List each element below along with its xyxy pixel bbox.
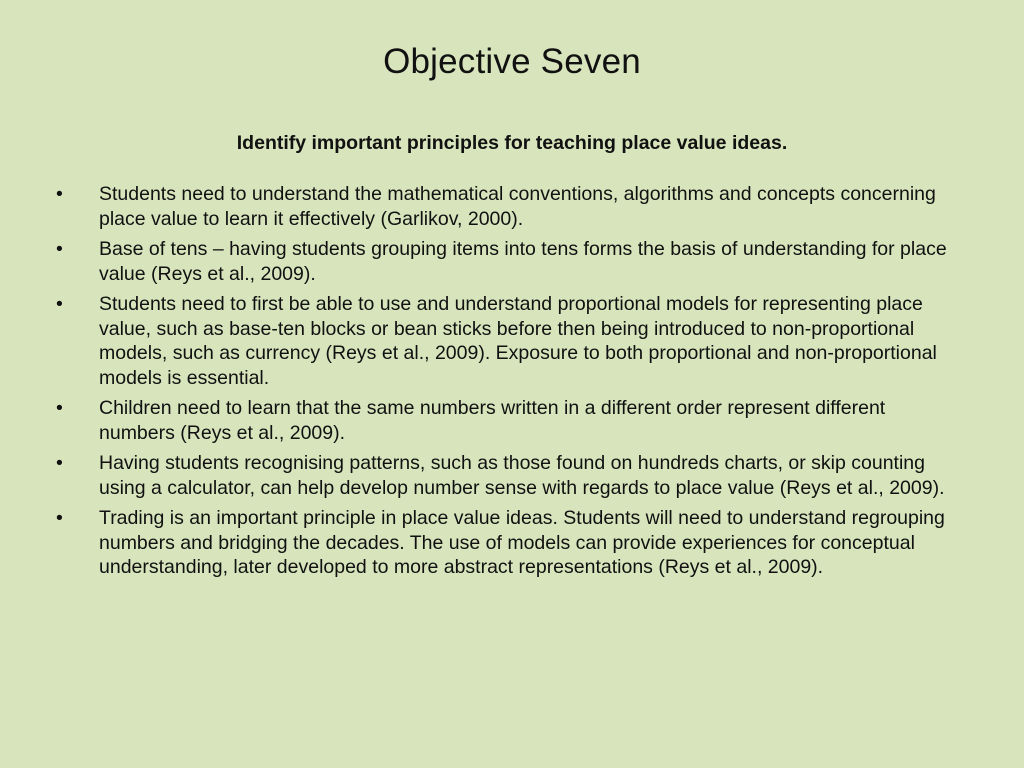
bullet-text: Students need to first be able to use and understand proportional models for representing place value, such as base-ten blocks or bean sticks before then being introduced to non-proportional models, such as currency (Reys et al., 2009). Exposure to both proportional and non-proportional models is essential. <box>99 293 937 389</box>
bullet-item <box>56 237 956 286</box>
bullet-icon: • <box>56 507 63 529</box>
bullet-icon: • <box>56 452 63 474</box>
bullet-item <box>56 396 956 445</box>
bullet-icon: • <box>56 397 63 419</box>
bullet-text: Having students recognising patterns, such as those found on hundreds charts, or skip counting using a calculator, can help develop number sense with regards to place value (Reys et al., 2009). <box>99 452 945 499</box>
bullet-icon: • <box>56 238 63 260</box>
bullet-list <box>56 182 956 586</box>
bullet-item <box>56 292 956 390</box>
bullet-icon: • <box>56 293 63 315</box>
bullet-item <box>56 182 956 231</box>
bullet-text: Students need to understand the mathematical conventions, algorithms and concepts concerning place value to learn it effectively (Garlikov, 2000). <box>99 183 936 230</box>
bullet-item <box>56 506 956 580</box>
bullet-text: Base of tens – having students grouping items into tens forms the basis of understanding for place value (Reys et al., 2009). <box>99 238 947 285</box>
slide-subtitle: Identify important principles for teaching place value ideas. <box>236 132 788 154</box>
bullet-text: Children need to learn that the same numbers written in a different order represent different numbers (Reys et al., 2009). <box>99 397 886 444</box>
bullet-item <box>56 451 956 500</box>
slide-title: Objective Seven <box>383 42 641 81</box>
bullet-text: Trading is an important principle in place value ideas. Students will need to understand regrouping numbers and bridging the decades. The use of models can provide experiences for conceptual understanding, later developed to more abstract representations (Reys et al., 2009). <box>99 507 945 578</box>
bullet-icon: • <box>56 183 63 205</box>
